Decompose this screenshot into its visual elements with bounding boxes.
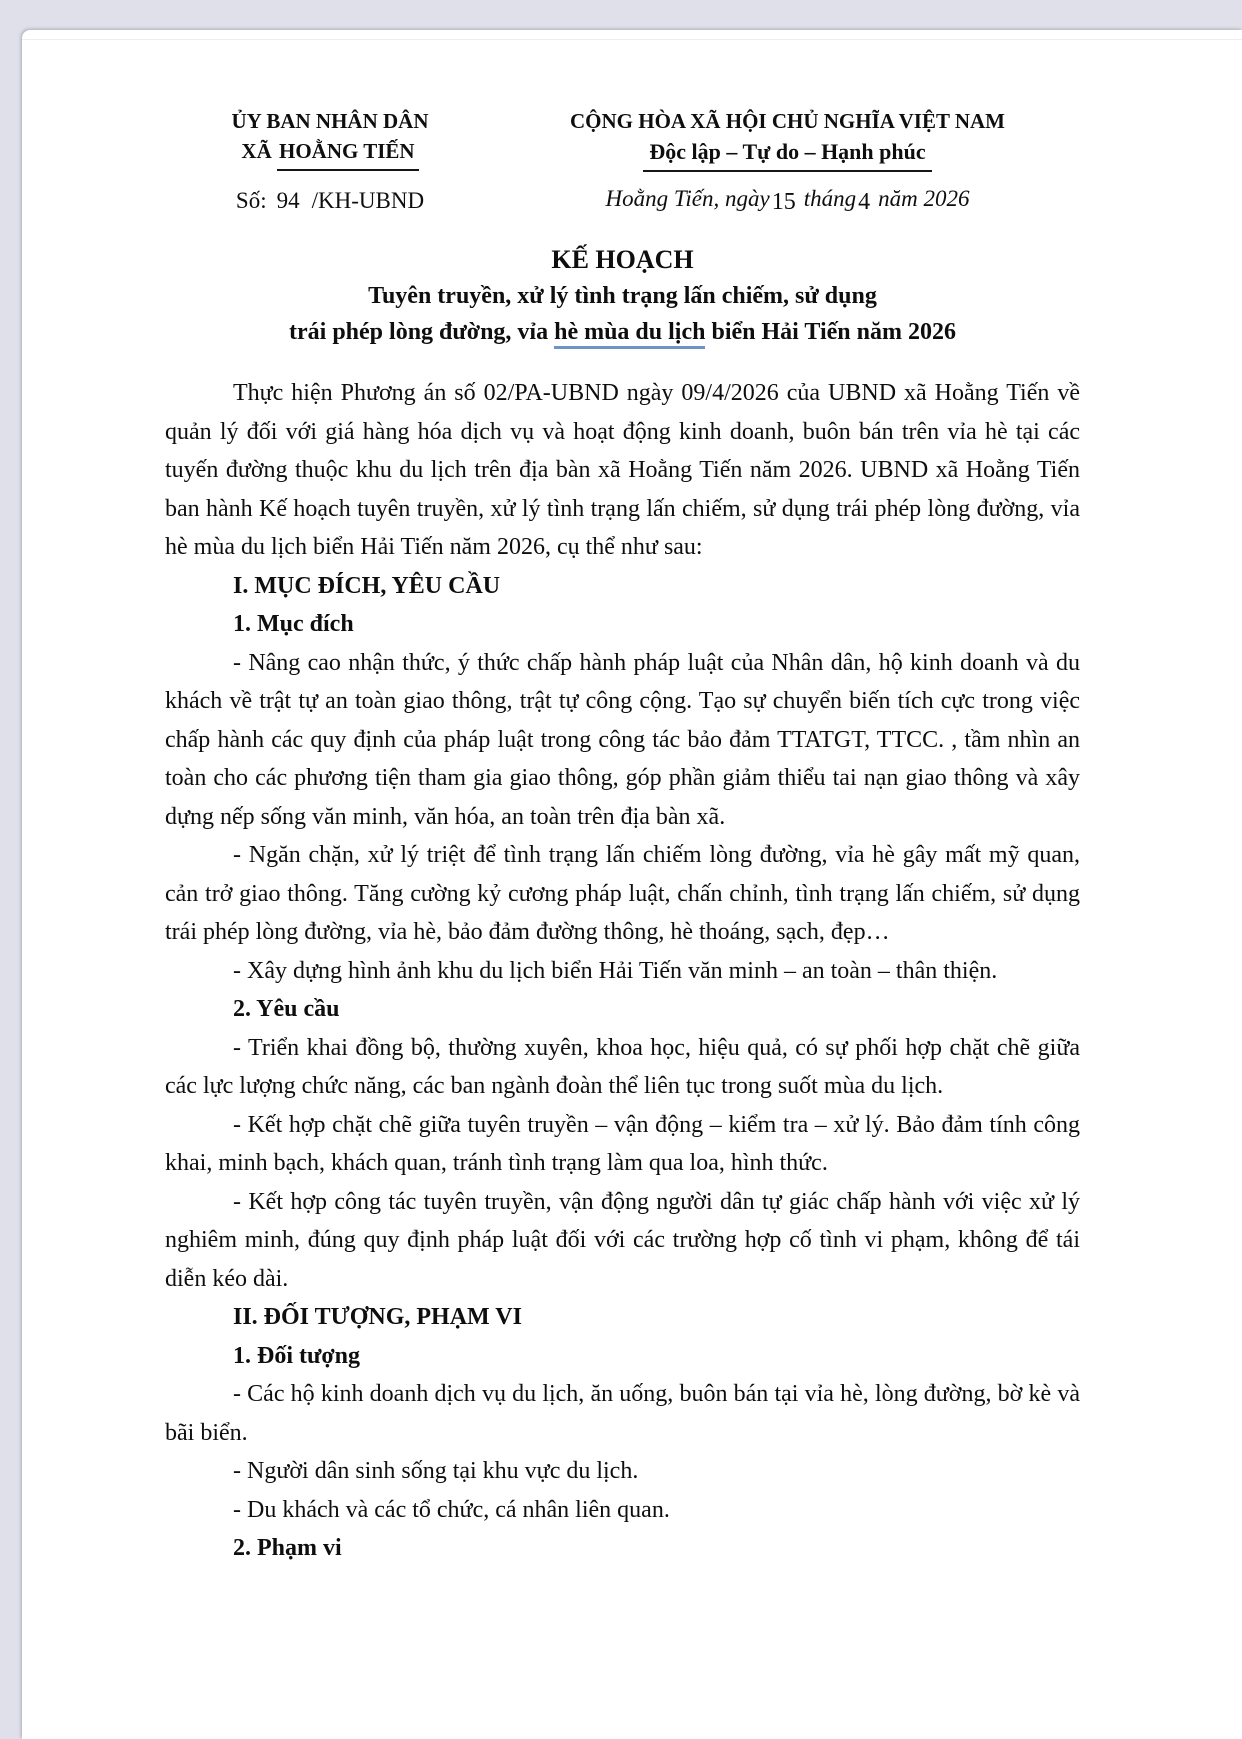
paragraph: - Triển khai đồng bộ, thường xuyên, khoa học, hiệu quả, có sự phối hợp chặt chẽ giữa các lực lượng chức năng, các ban ngành đoàn thể liên tục trong suốt mùa du lịch. [165,1034,1080,1099]
document-body [165,374,1080,1568]
paragraph: - Kết hợp chặt chẽ giữa tuyên truyền – vận động – kiểm tra – xử lý. Bảo đảm tính công khai, minh bạch, khách quan, tránh tình trạng làm qua loa, hình thức. [165,1111,1080,1176]
subsection-heading: 2. Yêu cầu [233,996,340,1022]
date-month-value: 4 [858,189,871,215]
document-number-value: 94 [276,188,300,213]
paragraph: - Nâng cao nhận thức, ý thức chấp hành pháp luật của Nhân dân, hộ kinh doanh và du khách về trật tự an toàn giao thông, trật tự công cộng. Tạo sự chuyển biến tích cực trong việc chấp hành các quy định của pháp luật trong công tác bảo đảm TTATGT, TTCC. , tầm nhìn an toàn cho các phương tiện tham gia giao thông, góp phần giảm thiểu tai nạn giao thông và xây dựng nếp sống văn minh, văn hóa, an toàn trên địa bàn xã. [165,649,1080,830]
document-number-line [165,188,495,214]
national-motto-line1: CỘNG HÒA XÃ HỘI CHỦ NGHĨA VIỆT NAM [569,109,1006,133]
date-year-text: năm 2026 [878,186,970,211]
paragraph: Thực hiện Phương án số 02/PA-UBND ngày 09/4/2026 của UBND xã Hoằng Tiến về quản lý đối với giá hàng hóa dịch vụ và hoạt động kinh doanh, buôn bán trên vỉa hè tại các tuyến đường thuộc khu du lịch trên địa bàn xã Hoằng Tiến năm 2026. UBND xã Hoằng Tiến ban hành Kế hoạch tuyên truyền, xử lý tình trạng lấn chiếm, sử dụng trái phép lòng đường, vỉa hè mùa du lịch biển Hải Tiến năm 2026, cụ thể như sau: [165,380,1080,560]
document-number-label: Số: [235,188,267,213]
national-header-block [495,106,1080,213]
date-prefix: Hoằng Tiến, ngày [605,186,770,211]
place-and-date-line [495,186,1080,213]
subsection-heading: 2. Phạm vi [233,1535,342,1561]
national-motto-line2 [495,136,1080,172]
title-line2-underlined: hè mùa du lịch [554,319,705,349]
paragraph: - Ngăn chặn, xử lý triệt để tình trạng lấn chiếm lòng đường, vỉa hè gây mất mỹ quan, cản trở giao thông. Tăng cường kỷ cương pháp luật, chấn chỉnh, tình trạng lấn chiếm, sử dụng trái phép lòng đường, vỉa hè, bảo đảm đường thông, hè thoáng, sạch, đẹp… [165,842,1080,945]
subsection-heading: 1. Mục đích [233,611,354,637]
document-number-suffix: /KH-UBND [311,188,425,213]
issuer-prefix: XÃ [241,139,272,163]
issuer-name-line2 [165,136,495,171]
paragraph: - Xây dựng hình ảnh khu du lịch biển Hải Tiến văn minh – an toàn – thân thiện. [233,957,998,984]
date-month-label: tháng [803,186,857,211]
document-title-line1: Tuyên truyền, xử lý tình trạng lấn chiếm, sử dụng [368,283,877,309]
issuer-name-line1: ỦY BAN NHÂN DÂN [231,109,429,133]
date-day-value: 15 [771,189,796,215]
document-header [165,106,1080,214]
paragraph: - Du khách và các tổ chức, cá nhân liên quan. [233,1496,670,1523]
title-line2-post: biển Hải Tiến năm 2026 [705,319,956,345]
section-heading: II. ĐỐI TƯỢNG, PHẠM VI [233,1304,522,1330]
issuer-commune-name: HOẰNG TIẾN [277,136,419,171]
document-title-block [165,242,1080,350]
document-title-line2 [165,314,1080,350]
section-heading: I. MỤC ĐÍCH, YÊU CẦU [233,572,501,599]
issuing-authority-block [165,106,495,214]
paragraph: - Người dân sinh sống tại khu vực du lịch. [233,1458,639,1484]
document-content [22,30,1242,1568]
paragraph: - Kết hợp công tác tuyên truyền, vận động người dân tự giác chấp hành với việc xử lý nghiêm minh, đúng quy định pháp luật đối với các trường hợp cố tình vi phạm, không để tái diễn kéo dài. [165,1188,1080,1292]
document-type-title: KẾ HOẠCH [551,245,694,274]
national-motto-text: Độc lập – Tự do – Hạnh phúc [643,136,931,172]
title-line2-pre: trái phép lòng đường, vỉa [289,319,555,345]
document-page [22,30,1242,1739]
paragraph: - Các hộ kinh doanh dịch vụ du lịch, ăn uống, buôn bán tại vỉa hè, lòng đường, bờ kè và bãi biển. [165,1381,1080,1446]
subsection-heading: 1. Đối tượng [233,1342,361,1369]
